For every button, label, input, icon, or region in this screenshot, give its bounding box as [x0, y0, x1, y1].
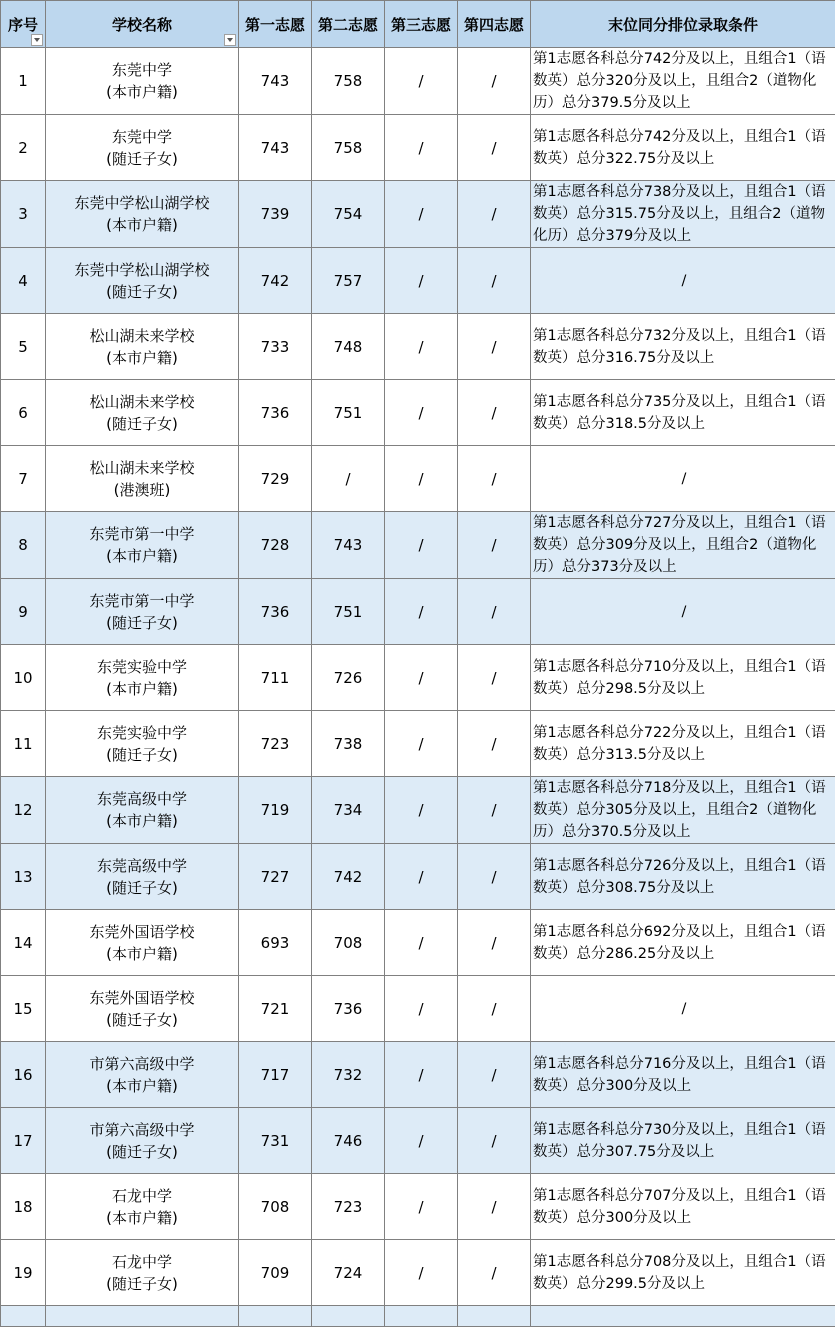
choice2-score: 732 [312, 1042, 385, 1108]
school-cell [46, 446, 239, 512]
table-row [1, 844, 835, 910]
choice1-score: 729 [239, 446, 312, 512]
school-category: (本市户籍) [46, 545, 238, 567]
choice3-score: / [385, 1240, 458, 1306]
school-cell [46, 1108, 239, 1174]
header-label: 学校名称 [112, 16, 172, 34]
choice4-score: / [458, 910, 531, 976]
choice4-score: / [458, 1240, 531, 1306]
choice1-score: 708 [239, 1174, 312, 1240]
school-name: 市第六高级中学 [46, 1119, 238, 1141]
school-name: 松山湖未来学校 [46, 457, 238, 479]
choice4-score: / [458, 579, 531, 645]
choice1-score: 743 [239, 115, 312, 181]
school-name: 东莞高级中学 [46, 855, 238, 877]
table-row [1, 181, 835, 248]
choice1-score: 743 [239, 48, 312, 115]
choice4-score: / [458, 314, 531, 380]
choice4-score: / [458, 976, 531, 1042]
choice1-score: 739 [239, 181, 312, 248]
choice2-score: 708 [312, 910, 385, 976]
choice1-score: 736 [239, 380, 312, 446]
header-cell-choice4 [458, 1, 531, 48]
school-category: (本市户籍) [46, 214, 238, 236]
choice1-score: 711 [239, 645, 312, 711]
header-label: 第一志愿 [245, 16, 305, 34]
admission-condition: 第1志愿各科总分692分及以上，且组合1（语数英）总分286.25分及以上 [531, 910, 835, 976]
school-name: 东莞市第一中学 [46, 523, 238, 545]
school-name: 石龙中学 [46, 1185, 238, 1207]
school-category: (本市户籍) [46, 347, 238, 369]
admission-condition: 第1志愿各科总分732分及以上，且组合1（语数英）总分316.75分及以上 [531, 314, 835, 380]
row-number: 14 [1, 910, 46, 976]
choice3-score: / [385, 1108, 458, 1174]
choice4-score: / [458, 446, 531, 512]
school-cell [46, 711, 239, 777]
choice2-score: 738 [312, 711, 385, 777]
choice4-score: / [458, 645, 531, 711]
school-category: (随迁子女) [46, 744, 238, 766]
choice2-score: 734 [312, 777, 385, 844]
school-cell [46, 380, 239, 446]
choice2-score: 726 [312, 645, 385, 711]
choice1-score: 723 [239, 711, 312, 777]
table-body [1, 48, 835, 1327]
choice1-score: 733 [239, 314, 312, 380]
school-cell [46, 115, 239, 181]
choice4-score: / [458, 844, 531, 910]
choice2-score: 723 [312, 1174, 385, 1240]
choice3-score: / [385, 181, 458, 248]
table-row [1, 579, 835, 645]
choice3-score: / [385, 976, 458, 1042]
admission-condition: 第1志愿各科总分742分及以上，且组合1（语数英）总分322.75分及以上 [531, 115, 835, 181]
school-name: 东莞外国语学校 [46, 987, 238, 1009]
row-number: 5 [1, 314, 46, 380]
choice3-score: / [385, 1174, 458, 1240]
header-label: 序号 [8, 16, 38, 34]
school-name: 松山湖未来学校 [46, 391, 238, 413]
partial-cell [46, 1306, 239, 1327]
row-number: 17 [1, 1108, 46, 1174]
row-number: 2 [1, 115, 46, 181]
partial-cell [239, 1306, 312, 1327]
choice4-score: / [458, 380, 531, 446]
school-cell [46, 1174, 239, 1240]
school-category: (随迁子女) [46, 413, 238, 435]
admission-condition: / [531, 446, 835, 512]
header-label: 第二志愿 [318, 16, 378, 34]
school-category: (本市户籍) [46, 943, 238, 965]
choice1-score: 709 [239, 1240, 312, 1306]
filter-dropdown-icon[interactable] [31, 34, 43, 46]
school-cell [46, 777, 239, 844]
school-category: (随迁子女) [46, 877, 238, 899]
choice2-score: 736 [312, 976, 385, 1042]
choice2-score: 746 [312, 1108, 385, 1174]
header-cell-no [1, 1, 46, 48]
school-name: 东莞中学 [46, 126, 238, 148]
header-row [1, 1, 835, 48]
school-cell [46, 976, 239, 1042]
choice2-score: 757 [312, 248, 385, 314]
school-name: 东莞实验中学 [46, 656, 238, 678]
school-name: 东莞高级中学 [46, 788, 238, 810]
row-number: 10 [1, 645, 46, 711]
table-row [1, 711, 835, 777]
choice2-score: 751 [312, 380, 385, 446]
choice1-score: 719 [239, 777, 312, 844]
header-cell-school [46, 1, 239, 48]
table-row [1, 314, 835, 380]
choice4-score: / [458, 48, 531, 115]
table-row [1, 645, 835, 711]
row-number: 16 [1, 1042, 46, 1108]
admission-condition: 第1志愿各科总分722分及以上，且组合1（语数英）总分313.5分及以上 [531, 711, 835, 777]
school-name: 东莞中学 [46, 59, 238, 81]
choice4-score: / [458, 1174, 531, 1240]
school-category: (本市户籍) [46, 1075, 238, 1097]
header-cell-choice2 [312, 1, 385, 48]
partial-cell [531, 1306, 835, 1327]
school-cell [46, 314, 239, 380]
school-cell [46, 48, 239, 115]
choice2-score: 758 [312, 48, 385, 115]
table-row [1, 1174, 835, 1240]
row-number: 15 [1, 976, 46, 1042]
school-cell [46, 910, 239, 976]
choice3-score: / [385, 512, 458, 579]
admission-condition: / [531, 248, 835, 314]
school-name: 东莞中学松山湖学校 [46, 192, 238, 214]
school-name: 东莞市第一中学 [46, 590, 238, 612]
school-category: (本市户籍) [46, 678, 238, 700]
school-category: (港澳班) [46, 479, 238, 501]
choice1-score: 728 [239, 512, 312, 579]
partial-cell [458, 1306, 531, 1327]
table-row [1, 1108, 835, 1174]
header-label: 第三志愿 [391, 16, 451, 34]
admission-condition: 第1志愿各科总分730分及以上，且组合1（语数英）总分307.75分及以上 [531, 1108, 835, 1174]
choice3-score: / [385, 777, 458, 844]
school-name: 石龙中学 [46, 1251, 238, 1273]
choice3-score: / [385, 48, 458, 115]
school-cell [46, 512, 239, 579]
header-label: 第四志愿 [464, 16, 524, 34]
choice1-score: 742 [239, 248, 312, 314]
school-name: 松山湖未来学校 [46, 325, 238, 347]
choice4-score: / [458, 115, 531, 181]
admission-condition: / [531, 976, 835, 1042]
row-number: 4 [1, 248, 46, 314]
school-category: (本市户籍) [46, 810, 238, 832]
admission-condition: 第1志愿各科总分718分及以上，且组合1（语数英）总分305分及以上，且组合2（道物化历）总分370.5分及以上 [531, 777, 835, 844]
choice1-score: 693 [239, 910, 312, 976]
choice2-score: 751 [312, 579, 385, 645]
table-row [1, 248, 835, 314]
row-number: 3 [1, 181, 46, 248]
admission-condition: 第1志愿各科总分710分及以上，且组合1（语数英）总分298.5分及以上 [531, 645, 835, 711]
row-number: 19 [1, 1240, 46, 1306]
choice3-score: / [385, 446, 458, 512]
row-number: 13 [1, 844, 46, 910]
school-category: (随迁子女) [46, 148, 238, 170]
school-cell [46, 844, 239, 910]
admission-condition: 第1志愿各科总分726分及以上，且组合1（语数英）总分308.75分及以上 [531, 844, 835, 910]
choice1-score: 717 [239, 1042, 312, 1108]
admission-condition: 第1志愿各科总分716分及以上，且组合1（语数英）总分300分及以上 [531, 1042, 835, 1108]
choice2-score: 758 [312, 115, 385, 181]
choice1-score: 731 [239, 1108, 312, 1174]
school-cell [46, 1042, 239, 1108]
school-name: 东莞外国语学校 [46, 921, 238, 943]
admission-condition: 第1志愿各科总分735分及以上，且组合1（语数英）总分318.5分及以上 [531, 380, 835, 446]
choice3-score: / [385, 910, 458, 976]
row-number: 1 [1, 48, 46, 115]
admission-condition: 第1志愿各科总分742分及以上，且组合1（语数英）总分320分及以上，且组合2（道物化历）总分379.5分及以上 [531, 48, 835, 115]
school-cell [46, 579, 239, 645]
choice4-score: / [458, 777, 531, 844]
table-row [1, 1042, 835, 1108]
school-cell [46, 1240, 239, 1306]
choice3-score: / [385, 645, 458, 711]
choice2-score: 742 [312, 844, 385, 910]
admission-condition: / [531, 579, 835, 645]
row-number: 6 [1, 380, 46, 446]
admission-condition: 第1志愿各科总分738分及以上，且组合1（语数英）总分315.75分及以上，且组合2（道物化历）总分379分及以上 [531, 181, 835, 248]
table-row [1, 976, 835, 1042]
choice1-score: 721 [239, 976, 312, 1042]
school-name: 东莞中学松山湖学校 [46, 259, 238, 281]
school-category: (随迁子女) [46, 1009, 238, 1031]
row-number: 18 [1, 1174, 46, 1240]
school-category: (随迁子女) [46, 281, 238, 303]
choice3-score: / [385, 711, 458, 777]
school-cell [46, 645, 239, 711]
table-row [1, 446, 835, 512]
filter-dropdown-icon[interactable] [224, 34, 236, 46]
header-cell-condition [531, 1, 835, 48]
choice2-score: 754 [312, 181, 385, 248]
choice3-score: / [385, 579, 458, 645]
choice4-score: / [458, 248, 531, 314]
choice2-score: 748 [312, 314, 385, 380]
choice1-score: 727 [239, 844, 312, 910]
school-category: (随迁子女) [46, 612, 238, 634]
choice2-score: 743 [312, 512, 385, 579]
choice3-score: / [385, 380, 458, 446]
admission-condition: 第1志愿各科总分708分及以上，且组合1（语数英）总分299.5分及以上 [531, 1240, 835, 1306]
choice3-score: / [385, 248, 458, 314]
row-number: 8 [1, 512, 46, 579]
table-row [1, 380, 835, 446]
choice2-score: / [312, 446, 385, 512]
table-row [1, 115, 835, 181]
school-cell [46, 248, 239, 314]
table-row [1, 48, 835, 115]
choice1-score: 736 [239, 579, 312, 645]
admission-condition: 第1志愿各科总分727分及以上，且组合1（语数英）总分309分及以上，且组合2（道物化历）总分373分及以上 [531, 512, 835, 579]
row-number: 12 [1, 777, 46, 844]
admission-condition: 第1志愿各科总分707分及以上，且组合1（语数英）总分300分及以上 [531, 1174, 835, 1240]
school-name: 市第六高级中学 [46, 1053, 238, 1075]
choice4-score: / [458, 512, 531, 579]
partial-cell [1, 1306, 46, 1327]
choice3-score: / [385, 115, 458, 181]
partial-cell [385, 1306, 458, 1327]
school-category: (本市户籍) [46, 81, 238, 103]
school-name: 东莞实验中学 [46, 722, 238, 744]
school-cell [46, 181, 239, 248]
choice2-score: 724 [312, 1240, 385, 1306]
choice3-score: / [385, 1042, 458, 1108]
partial-cell [312, 1306, 385, 1327]
choice3-score: / [385, 314, 458, 380]
choice3-score: / [385, 844, 458, 910]
row-number: 9 [1, 579, 46, 645]
choice4-score: / [458, 1042, 531, 1108]
choice4-score: / [458, 1108, 531, 1174]
school-category: (随迁子女) [46, 1273, 238, 1295]
table-row [1, 512, 835, 579]
school-category: (本市户籍) [46, 1207, 238, 1229]
choice4-score: / [458, 181, 531, 248]
header-label: 末位同分排位录取条件 [608, 16, 758, 34]
header-cell-choice3 [385, 1, 458, 48]
row-number: 11 [1, 711, 46, 777]
header-cell-choice1 [239, 1, 312, 48]
row-number: 7 [1, 446, 46, 512]
school-category: (随迁子女) [46, 1141, 238, 1163]
table-row [1, 1240, 835, 1306]
partial-table-row [1, 1306, 835, 1327]
table-row [1, 777, 835, 844]
choice4-score: / [458, 711, 531, 777]
table-row [1, 910, 835, 976]
